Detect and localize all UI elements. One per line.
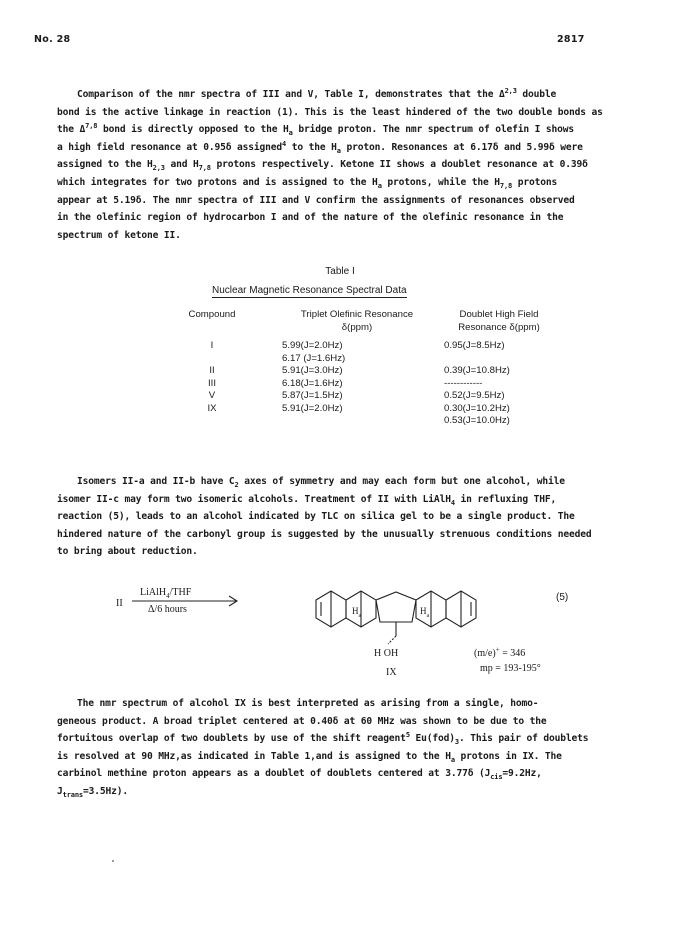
table-row: V 5.87(J=1.5Hz) 0.52(J=9.5Hz) xyxy=(208,390,505,401)
text-line: is resolved at 90 MHz,as indicated in Table 1,and is assigned to the $H_a$ protons in IX. The xyxy=(57,750,562,764)
paragraph-1 xyxy=(57,86,617,244)
melting-point-label: mp = 193-195° xyxy=(480,663,541,674)
text-line: $J_{trans}=3.5Hz$). xyxy=(57,785,128,799)
text-line: appear at 5.19δ. The nmr spectra of III and V confirm the assignments of resonances observed xyxy=(57,194,575,206)
conditions-label: Δ/6 hours xyxy=(148,604,187,615)
h-oh-label: H OH xyxy=(374,648,399,659)
text-line: in the olefinic region of hydrocarbon I and of the nature of the olefinic resonance in the xyxy=(57,212,564,224)
table-caption: Nuclear Magnetic Resonance Spectral Data xyxy=(212,285,407,296)
col-compound: Compound xyxy=(188,309,236,320)
equation-number: (5) xyxy=(556,592,569,603)
table-row: I 5.99(J=2.0Hz) 6.17 (J=1.6Hz) 0.95(J=8.5Hz) xyxy=(210,340,505,364)
text-line: reaction (5), leads to an alcohol indicated by TLC on silica gel to be a single product. The xyxy=(57,511,575,523)
ha-left-label: $H_a$ xyxy=(352,606,362,619)
product-label: IX xyxy=(386,667,397,678)
text-line: bond is the active linkage in reaction (1). This is the least hindered of the two double bonds as xyxy=(57,106,603,118)
table-row: II 5.91(J=3.0Hz) 0.39(J=10.8Hz) xyxy=(209,365,510,376)
mass-spec-label: (m/e)+ = 346 xyxy=(474,645,526,659)
text-line: fortuitous overlap of two doublets by use of the shift reagent$^5$ $Eu(fod)_3$. This pair of doublets xyxy=(57,731,589,747)
scan-mark xyxy=(112,860,114,862)
text-line: geneous product. A broad triplet centered at 0.40δ at 60 MHz was shown to be due to the xyxy=(57,715,547,727)
paragraph-3 xyxy=(57,695,617,801)
text-line: Isomers II-a and II-b have $C_2$ axes of symmetry and may each form but one alcohol, while xyxy=(77,476,565,489)
nmr-table xyxy=(160,308,560,428)
reagent-label: LiAlH$_4$/THF xyxy=(140,587,192,600)
col-doublet: Doublet High Field Resonance δ(ppm) xyxy=(458,309,540,333)
text-line: spectrum of ketone II. xyxy=(57,229,181,241)
molecule-ix-structure xyxy=(316,591,476,644)
text-line: Comparison of the nmr spectra of III and V, Table I, demonstrates that the Δ$^{2,3}$ double xyxy=(77,86,557,100)
table-row: IX 5.91(J=2.0Hz) 0.30(J=10.2Hz) 0.53(J=10.0Hz) xyxy=(207,402,510,426)
paragraph-2 xyxy=(57,473,617,561)
text-line: to bring about reduction. xyxy=(57,546,198,558)
table-label: Table I xyxy=(325,266,355,277)
text-line: hindered nature of the carbonyl group is suggested by the unusually strenuous conditions needed xyxy=(57,528,592,540)
table-row: III 6.18(J=1.6Hz) ------------ xyxy=(208,377,483,389)
journal-number: No. 28 xyxy=(34,34,71,45)
text-line: the Δ$^{7,8}$ bond is directly opposed to the $H_a$ bridge proton. The nmr spectrum of olefin I shows xyxy=(57,122,575,138)
reaction-arrow xyxy=(132,596,237,606)
text-line: isomer II-c may form two isomeric alcohols. Treatment of II with LiAlH$_4$ in refluxing THF, xyxy=(57,493,557,507)
ha-right-label: $H_a$ xyxy=(420,606,430,619)
text-line: assigned to the $H_{2,3}$ and $H_{7,8}$ protons respectively. Ketone II shows a doublet resonance at 0.39δ xyxy=(57,159,588,173)
page-number: 2817 xyxy=(557,34,585,45)
reactant-label: II xyxy=(116,598,123,609)
col-triplet: Triplet Olefinic Resonance δ(ppm) xyxy=(300,309,414,333)
text-line: a high field resonance at 0.95δ assigned$^4$ to the $H_a$ proton. Resonances at 6.17δ and 5.99δ were xyxy=(57,139,583,155)
text-line: which integrates for two protons and is assigned to the $H_a$ protons, while the $H_{7,8}$ protons xyxy=(57,176,558,190)
table-header-row xyxy=(160,308,560,340)
reaction-scheme xyxy=(0,582,680,662)
text-line: The nmr spectrum of alcohol IX is best interpreted as arising from a single, homo- xyxy=(77,698,539,709)
text-line: carbinol methine proton appears as a doublet of doublets centered at 3.77δ ($J_{cis}=9.2Hz$, xyxy=(57,768,542,782)
